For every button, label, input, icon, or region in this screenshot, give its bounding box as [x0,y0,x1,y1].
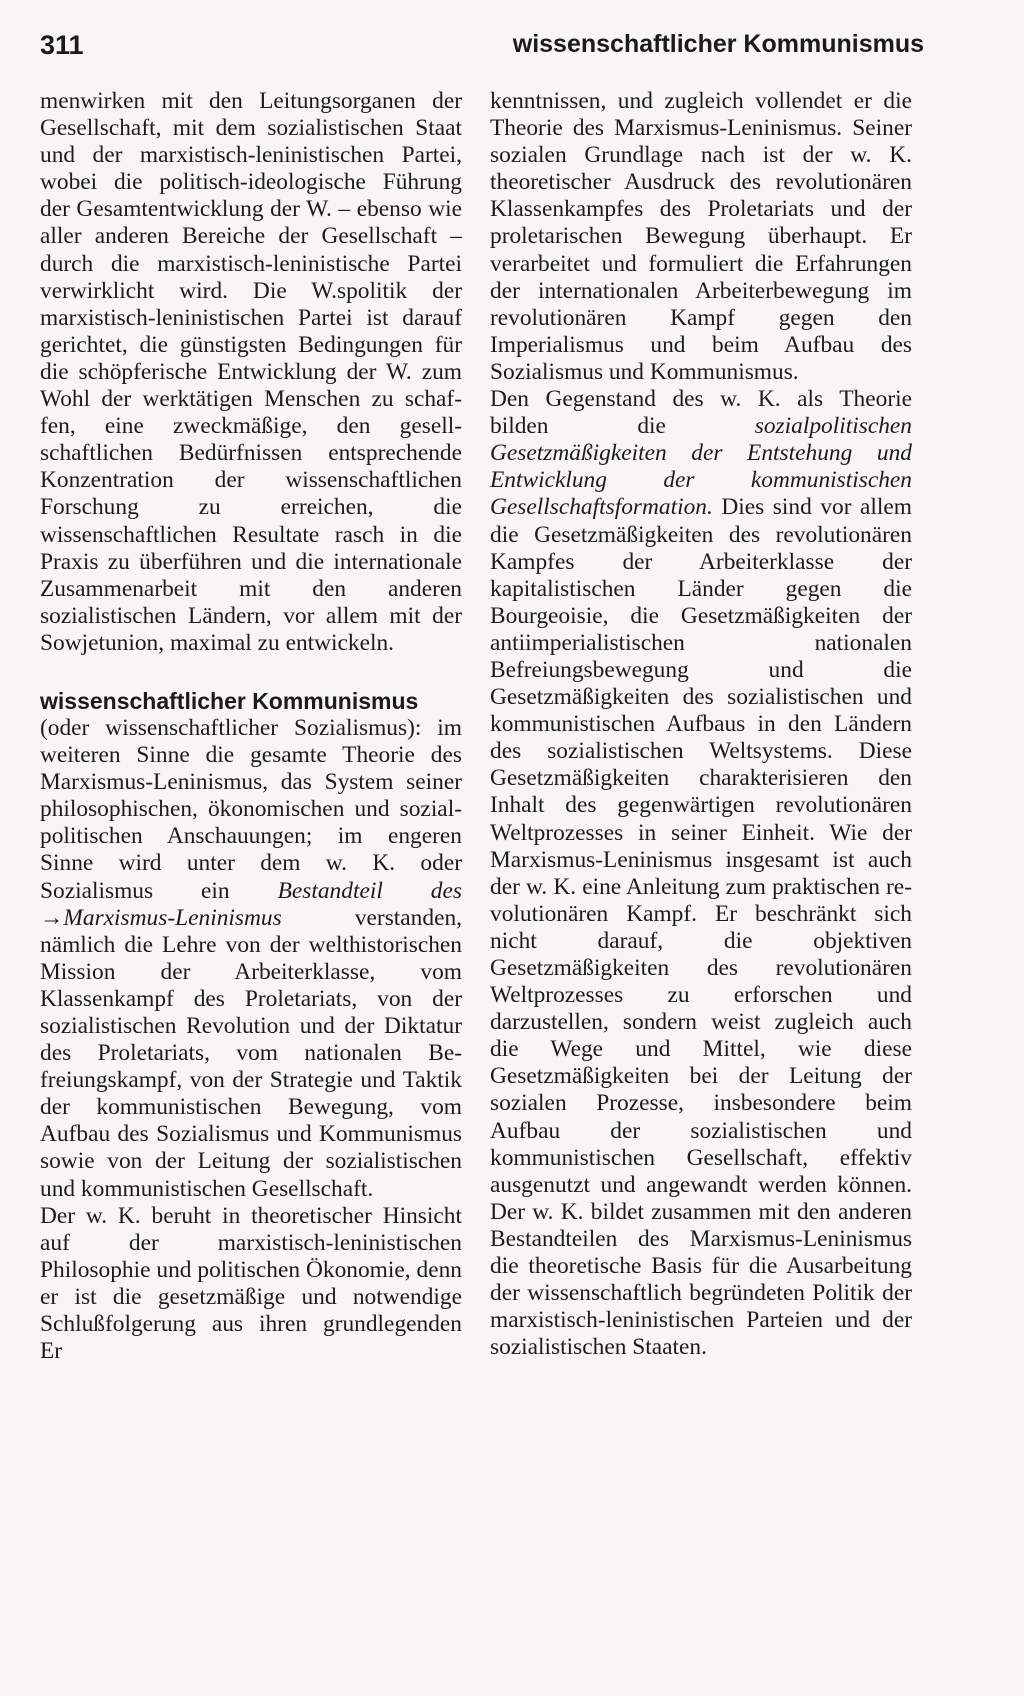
left-paragraph-3: Der w. K. beruht in theoretischer Hinsicht auf der marxistisch-leninistischen Philosophie und politischen Ökonomie, denn er ist die gesetzmäßige und notwendige Schlußfolgerung aus ihren grundlegenden Er [40,1202,462,1365]
right-paragraph-2-text-a: Den Gegenstand des w. K. als Theorie bilden die [490,386,912,440]
cross-reference-marxismus-leninismus[interactable]: Marxismus-Leninismus [63,904,282,931]
running-head: wissenschaftlicher Kommunismus [512,30,924,58]
right-column [490,88,912,1361]
left-paragraph-2-text-a: (oder wissenschaftlicher Sozialismus): im weiteren Sinne die gesamte Theorie des Marxismus-Leninismus, das System seiner philosophischen, ökonomischen und sozialpolitischen Anschauungen; im engeren Sinne wird unter dem w. K. oder Sozialismus ein [40,714,462,904]
left-paragraph-2-italic-1: Bestandteil des [277,877,462,904]
page-header [40,30,924,70]
right-paragraph-2-text-b: Dies sind vor allem die Gesetzmäßigkeiten des revolutionären Kampfes der Arbeiterklasse der kapitalistischen Länder gegen die Bourgeoisie, die Gesetzmäßigkeiten der antiimperialistischen nationalen Befreiungsbewegung und die Gesetzmäßigkeiten des sozialistischen und kommunistischen Aufbaus in den Ländern des sozialistischen Weltsystems. Diese Gesetzmäßigkeiten charakterisieren den Inhalt des gegenwärtigen revolutionären Weltprozesses in seiner Einheit. Wie der Marxismus-Leninismus insgesamt ist auch der w. K. eine Anleitung zum praktischen revolutionären Kampf. Er beschränkt sich nicht darauf, die objektiven Gesetzmäßigkeiten des revolutionären Weltprozesses zu erforschen und darzustellen, sondern weist zugleich auch die Wege und Mittel, wie diese Gesetzmäßigkeiten bei der Leitung der sozialen Prozesse, insbesondere beim Aufbau der sozialistischen und kommunistischen Gesellschaft, effektiv ausgenutzt und angewandt werden können. Der w. K. bildet zusammen mit den anderen Bestandteilen des Marxismus-Leninismus die theoretische Basis für die Ausarbeitung der wissenschaftlich begründeten Politik der marxistisch-leninistischen Parteien und der sozialistischen Staaten. [490,494,912,1361]
left-column [40,88,462,1365]
left-paragraph-2-text-b: verstanden, nämlich die Lehre von der welthistorischen Mission der Arbeiterklasse, vom Klassenkampf des Proletariats, von der sozialistischen Revolution und der Diktatur des Proletariats, vom nationalen Befreiungskampf, von der Strategie und Taktik der kommunistischen Bewegung, vom Aufbau des Sozialismus und Kommunismus sowie von der Leitung der sozialistischen und kommunistischen Gesellschaft. [40,904,462,1202]
left-paragraph-2 [40,715,462,1203]
entry-heading: wissenschaftlicher Kommunismus [40,687,419,714]
page-number: 311 [40,30,84,60]
right-paragraph-2-italic: sozialpolitischen Gesetzmäßigkeiten der Entstehung und Entwicklung der kommunistischen Gesellschaftsformation. [490,413,912,521]
cross-reference-arrow-icon: → [40,904,64,931]
left-paragraph-1: menwirken mit den Leitungsorganen der Gesellschaft, mit dem sozialistischen Staat und der marxistisch-leninistischen Partei, wobei die politisch-ideologische Führung der Gesamtentwicklung der W. – ebenso wie aller anderen Bereiche der Gesellschaft – durch die marxistisch-leninistische Partei verwirklicht wird. Die W.spolitik der marxistisch-leninistischen Partei ist darauf gerichtet, die günstigsten Bedingungen für die schöpferische Entwicklung der W. zum Wohl der werktätigen Menschen zu schaffen, eine zweckmäßige, den gesellschaftlichen Bedürfnissen entsprechende Konzentration der wissenschaftlichen Forschung zu erreichen, die wissenschaftlichen Resultate rasch in die Praxis zu überführen und die internationale Zusammenarbeit mit den anderen sozialistischen Ländern, vor allem mit der Sowjetunion, maximal zu entwickeln. [40,88,462,656]
right-paragraph-2 [490,386,912,1361]
right-paragraph-1: kenntnissen, und zugleich vollendet er die Theorie des Marxismus-Leninismus. Seiner sozialen Grundlage nach ist der w. K. theoretischer Ausdruck des revolutionären Klassenkampfes des Proletariats und der proletarischen Bewegung überhaupt. Er verarbeitet und formuliert die Erfahrungen der internationalen Arbeiterbewegung im revolutionären Kampf gegen den Imperialismus und beim Aufbau des Sozialismus und Kommunismus. [490,88,912,385]
